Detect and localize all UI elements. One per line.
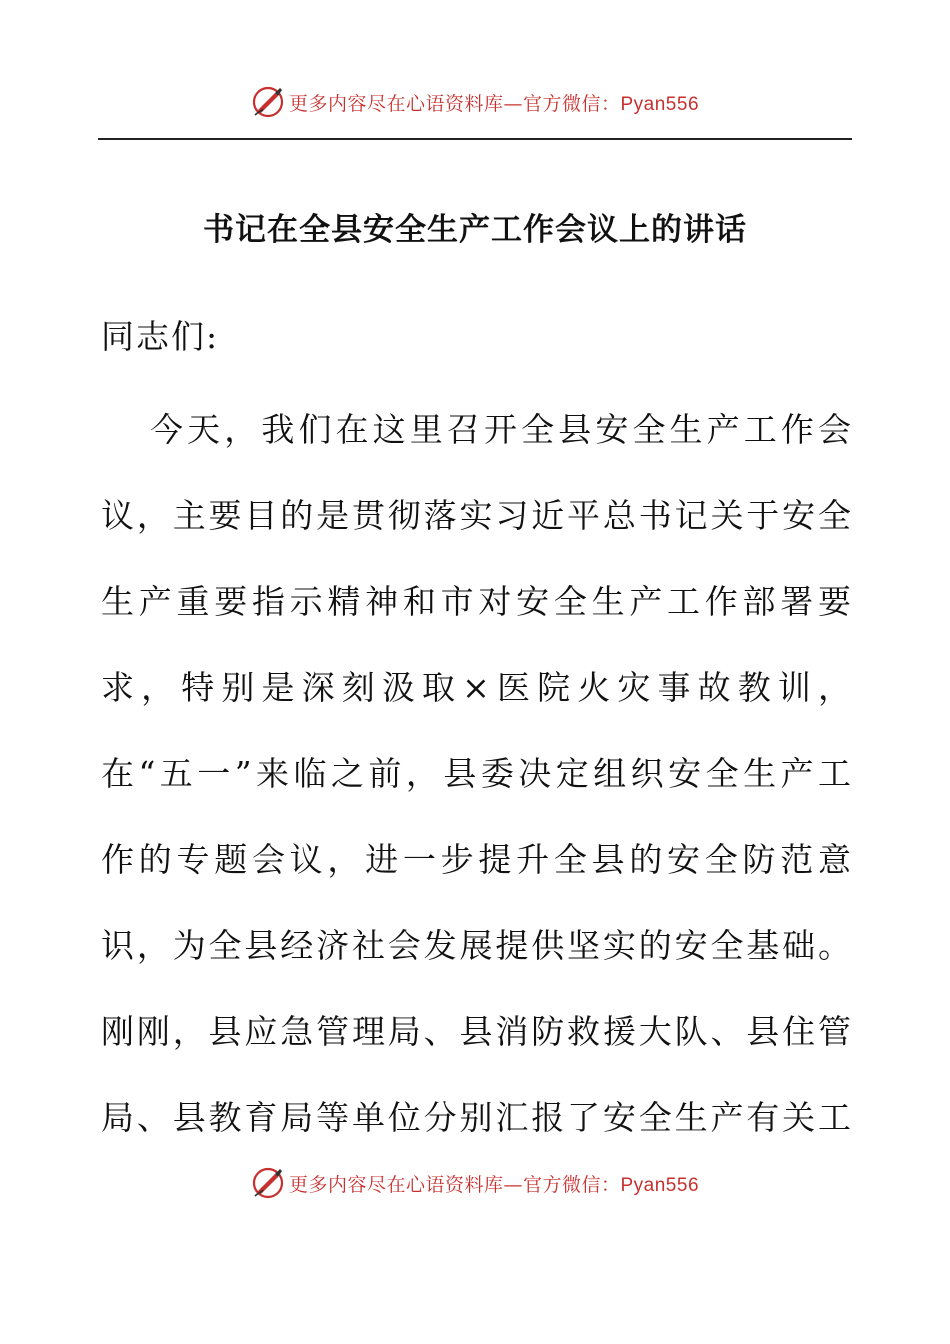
banner-tail: 官方微信：: [522, 92, 621, 115]
header-divider: [98, 138, 852, 140]
header-banner: [0, 82, 950, 122]
banner-lead: 更多内容尽在心语资料库: [288, 1173, 504, 1196]
banner-dash: —: [503, 1173, 523, 1196]
banner-text: [289, 89, 699, 116]
banner-text: [289, 1170, 699, 1197]
document-title: 书记在全县安全生产工作会议上的讲话: [203, 212, 747, 248]
banner-lead: 更多内容尽在心语资料库: [288, 92, 504, 115]
body-paragraph: [101, 405, 851, 1179]
paragraph-line: 识，为全县经济社会发展提供坚实的安全基础。: [101, 926, 851, 965]
paragraph-line: 在“五一”来临之前，县委决定组织安全生产工: [101, 754, 851, 793]
quill-pen-logo-icon: [251, 85, 285, 119]
paragraph-line: 求，特别是深刻汲取×医院火灾事故教训，: [101, 668, 851, 707]
paragraph-line: 今天，我们在这里召开全县安全生产工作会: [150, 410, 851, 449]
paragraph-line: 局、县教育局等单位分别汇报了安全生产有关工: [101, 1098, 851, 1137]
footer-banner: [0, 1163, 950, 1203]
banner-wechat-id: Pyan556: [620, 1174, 700, 1196]
salutation: 同志们:: [101, 317, 220, 356]
quill-pen-logo-icon: [251, 1166, 285, 1200]
banner-dash: —: [503, 92, 523, 115]
paragraph-line: 议，主要目的是贯彻落实习近平总书记关于安全: [101, 496, 851, 535]
paragraph-line: 刚刚，县应急管理局、县消防救援大队、县住管: [101, 1012, 851, 1051]
paragraph-line: 作的专题会议，进一步提升全县的安全防范意: [101, 840, 851, 879]
banner-tail: 官方微信：: [522, 1173, 621, 1196]
paragraph-line: 生产重要指示精神和市对安全生产工作部署要: [101, 582, 851, 621]
banner-wechat-id: Pyan556: [620, 93, 700, 115]
